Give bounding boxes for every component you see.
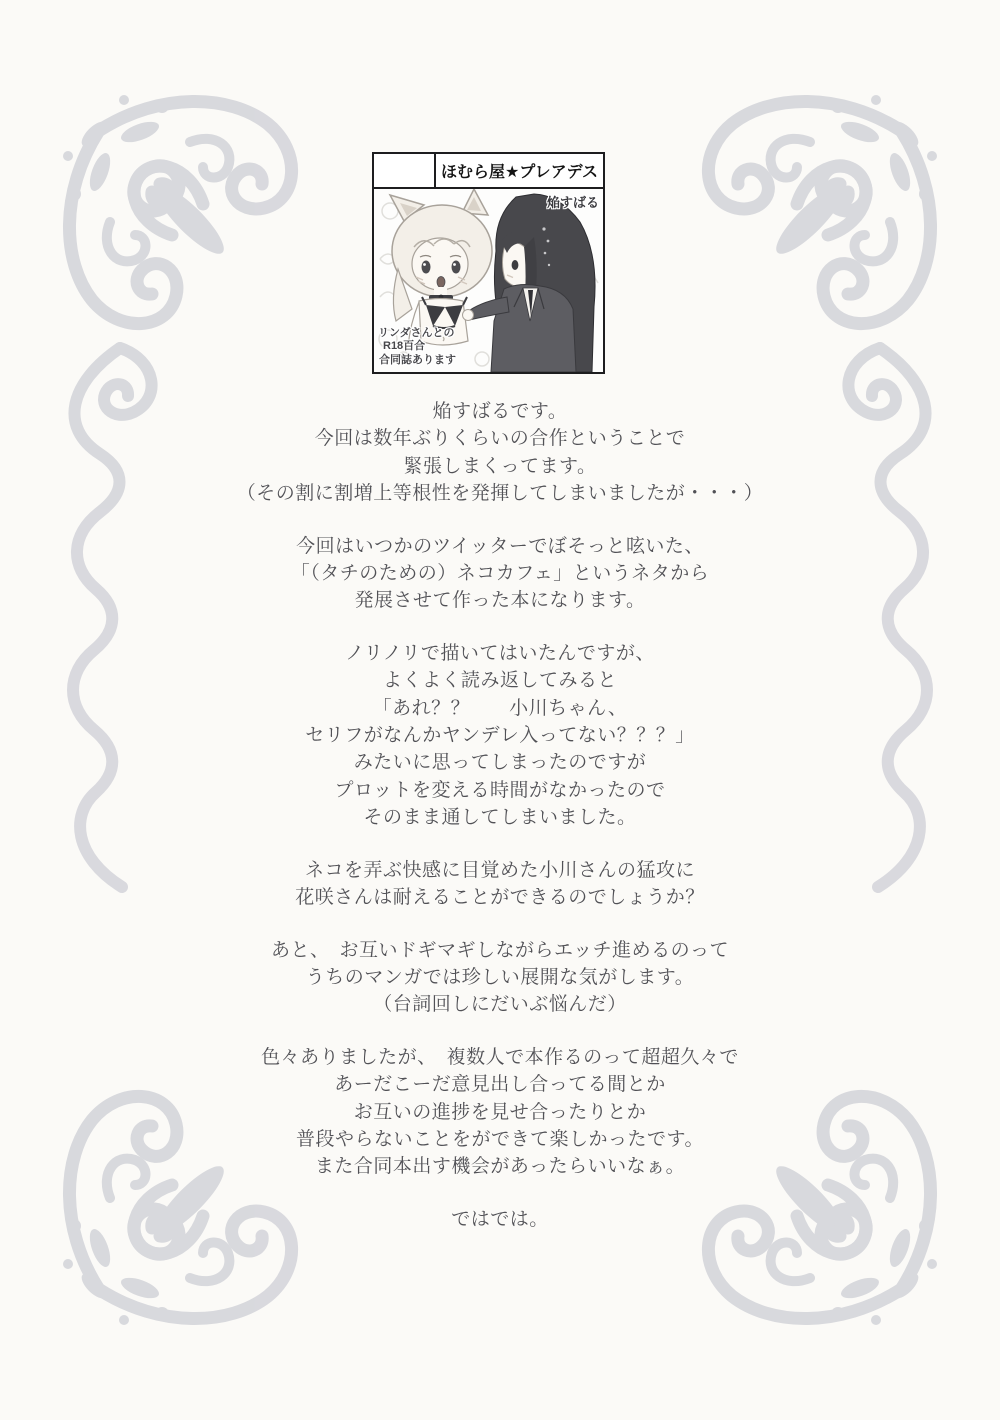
circle-cut-card <box>372 152 605 374</box>
text-line: 「あれ？？ 小川ちゃん、 <box>372 697 628 719</box>
text-line: みたいに思ってしまったのですが <box>353 752 647 774</box>
text-line: あーだこーだ意見出し合ってる間とか <box>334 1074 666 1096</box>
text-line: そのまま通してしまいました。 <box>363 807 637 829</box>
text-line: 「（タチのための）ネコカフェ」というネタから <box>290 563 710 585</box>
author-name: 焔すばる <box>546 195 599 210</box>
paragraph-signoff <box>0 1206 1000 1233</box>
paragraph-note <box>0 937 1000 1019</box>
text-line: 緊張しまくってます。 <box>403 455 597 477</box>
text-line: （その割に割増上等根性を発揮してしまいましたが・・・） <box>236 483 764 505</box>
card-header <box>374 154 603 189</box>
text-line: 色々ありましたが、 複数人で本作るのって超超久々で <box>261 1046 739 1068</box>
text-line: ノリノリで描いてはいたんですが、 <box>345 642 655 664</box>
text-line: 発展させて作った本になります。 <box>354 590 646 612</box>
text-line: ではでは。 <box>451 1208 549 1230</box>
badge-line: 合同誌あります <box>379 353 456 366</box>
text-line: プロットを変える時間がなかったので <box>334 779 666 801</box>
text-line: お互いの進捗を見せ合ったりとか <box>353 1101 647 1123</box>
paragraph-collab <box>0 1044 1000 1181</box>
paragraph-intro <box>0 398 1000 508</box>
circle-name-title: ほむら屋★プレアデス <box>440 164 599 181</box>
text-line: 焔すばるです。 <box>432 401 568 422</box>
text-line: ネコを弄ぶ快感に目覚めた小川さんの猛攻に <box>304 859 695 881</box>
header-empty-box <box>374 154 436 187</box>
paragraph-origin <box>0 533 1000 615</box>
badge-line: R18百合 <box>383 340 426 352</box>
text-line: 花咲さんは耐えることができるのでしょうか？ <box>295 887 705 909</box>
badge-line: リンダさんとの <box>378 326 455 339</box>
paragraph-teaser <box>0 857 1000 912</box>
text-line: セリフがなんかヤンデレ入ってない？？？」 <box>305 725 695 747</box>
text-line: あと、 お互いドギマギしながらエッチ進めるのって <box>271 939 729 961</box>
text-line: （台詞回しにだいぶ悩んだ） <box>373 994 627 1016</box>
text-line: うちのマンガでは珍しい展開な気がします。 <box>305 966 695 988</box>
text-line: 今回は数年ぶりくらいの合作ということで <box>314 428 686 450</box>
text-line: 普段やらないことをができて楽しかったです。 <box>296 1128 704 1150</box>
illustration <box>374 189 603 372</box>
paragraph-plot <box>0 640 1000 832</box>
text-line: よくよく読み返してみると <box>382 670 617 692</box>
collab-badge <box>378 327 456 368</box>
afterword-text <box>0 398 1000 1258</box>
text-line: また合同本出す機会があったらいいなぁ。 <box>314 1156 686 1178</box>
text-line: 今回はいつかのツイッターでぼそっと呟いた、 <box>296 535 704 557</box>
